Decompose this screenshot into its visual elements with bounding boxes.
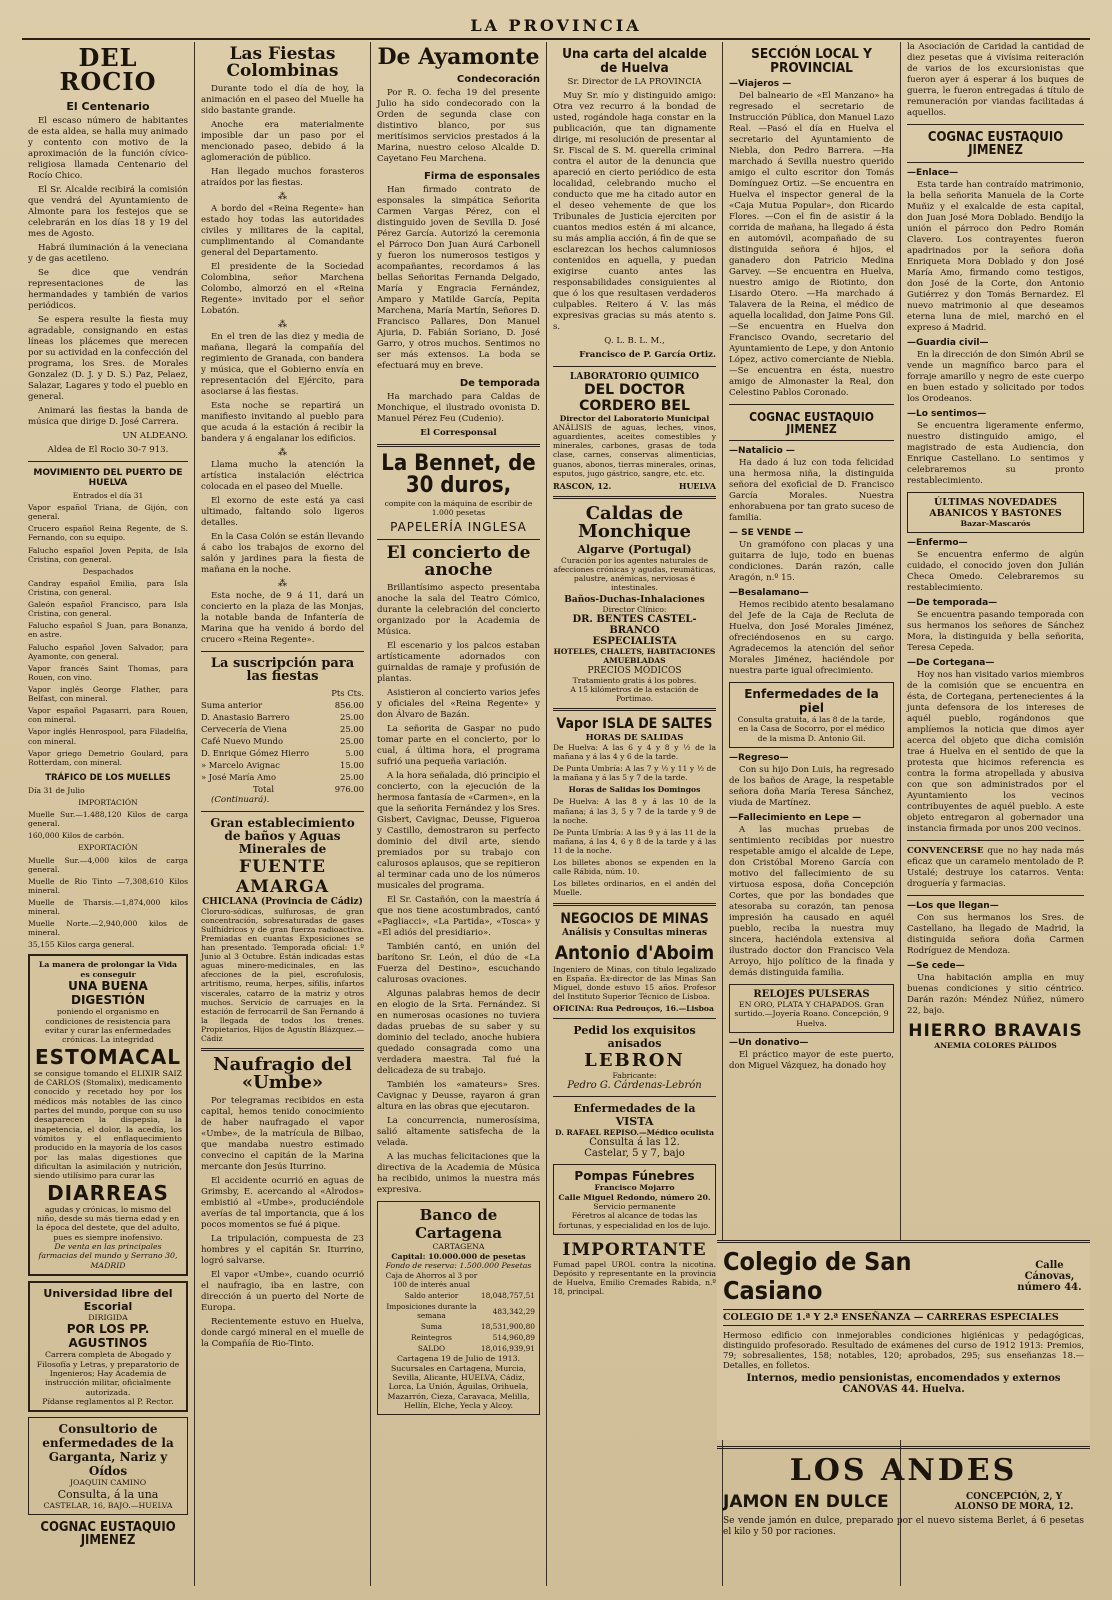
correspondent-signature: El Corresponsal xyxy=(420,428,497,438)
paragraph: La concurrencia, numerosísima, salió altamente satisfecha de la velada. xyxy=(377,1116,540,1149)
port-entry: Vapor inglés Henrospool, para Filadelfia, con mineral. xyxy=(28,727,188,746)
table-row xyxy=(201,723,364,735)
divider xyxy=(28,461,188,462)
donor-amount: 856.00 xyxy=(334,700,364,710)
ad-fuente-place: CHICLANA (Provincia de Cádiz) xyxy=(202,896,363,907)
ad-vapor-title: Vapor ISLA DE SALTES xyxy=(556,715,713,732)
ad-title: Universidad libre del Escorial xyxy=(43,1287,173,1314)
table-cell: SALDO xyxy=(417,1344,446,1354)
ad-casiano-footer: Internos, medio pensionistas, encomendados y externos xyxy=(746,1373,1061,1385)
ad-vapor-line: De Punta Umbría: A las 7 y ½ y 11 y ½ de la mañana y á las 5 y 7 de la tarde. xyxy=(553,764,716,783)
subscription-table xyxy=(201,687,364,795)
closing: Q. L. B. L. M., xyxy=(604,336,665,346)
paragraph: Se dice que vendrán representaciones de las hermandades y también de varios periódicos. xyxy=(28,268,188,311)
section-title: Condecoración xyxy=(456,74,540,85)
export-line: Muelle Sur.—4,000 kilos de carga general. xyxy=(28,855,188,874)
paragraph: A las muchas felicitaciones que la directiva de la Academia de Música ha recibido, unimos la nuestra más expresiva. xyxy=(377,1152,540,1196)
ad-pompas-name: Francisco Mojarro xyxy=(594,1183,675,1193)
port-entry: Vapor griego Demetrio Goulard, para Rotterdam, con mineral. xyxy=(28,748,188,767)
section-heading: —De Cortegana— xyxy=(907,658,995,669)
ad-vista-title: Enfermedades de la VISTA xyxy=(573,1102,696,1129)
traffic-date: Día 31 de Julio xyxy=(28,785,85,795)
paragraph: Ha marchado para Caldas de Monchique, el ilustrado ovonista D. Manuel Pérez Feu (Cudenio). xyxy=(377,392,540,424)
ad-caldas-hotels: HOTELES, CHALETS, HABITACIONES AMUEBLADAS xyxy=(553,647,716,666)
paragraph: Durante todo el día de hoy, la animación en el paseo del Muelle ha sido bastante grande. xyxy=(201,84,364,116)
ad-body: Carrera completa de Abogado y Filosofía y Letras, y preparatorio de Ingenieros; Hay Academia de instrucción militar, oficialmente autorizada. xyxy=(36,1350,180,1397)
export-line: Muelle de Tharsis.—1,874,000 kilos mineral. xyxy=(28,897,188,917)
table-row xyxy=(201,699,364,711)
article-title-del-rocio: DEL ROCIO xyxy=(59,43,157,96)
ad-pompas-body: Féretros al alcance de todas las fortunas, y especialidad en los de lujo. xyxy=(558,1211,711,1230)
article-title-umbe: Naufragio del «Umbe» xyxy=(213,1054,352,1094)
paragraph: El práctico mayor de este puerto, don Miguel Vázquez, ha donado hoy xyxy=(729,1050,894,1072)
banco-table xyxy=(382,1270,535,1354)
ad-banco-city: CARTAGENA xyxy=(432,1242,485,1252)
ad-address: CASTELAR, 16, BAJO.—HUELVA xyxy=(43,1500,173,1510)
ad-footer: Pídanse reglamentos al P. Rector. xyxy=(42,1397,174,1407)
ad-brand: DIARREAS xyxy=(47,1180,169,1205)
table-cell: 18,016,939,91 xyxy=(480,1344,535,1354)
export-line: Muelle de Rio Tinto —7,308,610 Kilos mineral. xyxy=(28,876,188,895)
ad-minas-sub: Análisis y Consultas mineras xyxy=(561,927,708,938)
ad-casiano-footer2: CANOVAS 44. Huelva. xyxy=(842,1384,965,1396)
ad-minas-title: NEGOCIOS DE MINAS xyxy=(560,910,709,927)
paragraph: Esta tarde han contraído matrimonio, la bella señorita Manuela de la Corte Muñiz y el exalcalde de esta capital, don Juan José Mora Doblado. Bendijo la unión el párroco don Pedro Román Clavero. Los contrayentes fueron apadrinados por la señora doña Enriqueta Mora Doblado y don José María Amo, firmando como testigos, don José de la Corte, don Antonio Gutiérrez y don Tomás Bernardez. El nuevo matrimonio al que deseamos eterna luna de miel, marchó en el expreso á Madrid. xyxy=(907,180,1084,333)
port-entry: Falucho español Joven Salvador, para Ayamonte, con general. xyxy=(28,642,188,661)
paragraph: Han llegado muchos forasteros atraídos por las fiestas. xyxy=(201,167,364,188)
paragraph: la Asociación de Caridad la cantidad de diez pesetas que á vivísima reiteración de varios de los excursionistas que fueron ayer á esperar á los buques de guerra, le fueron entregadas á título de remuneración por viandas facilitadas á aquellos. xyxy=(907,42,1084,118)
ad-caldas-prices: PRECIOS MÓDICOS xyxy=(587,665,682,676)
ad-casiano-title: Colegio de San Casiano xyxy=(723,1247,912,1305)
table-cell: Reintegros xyxy=(411,1333,452,1343)
paragraph: La tripulación, compuesta de 23 hombres y el capitán Sr. Iturrino, logró salvarse. xyxy=(201,1234,364,1267)
paragraph: Se espera resulte la fiesta muy agradable, consignando en estas líneas los plácemes que merecen por su actividad en la confección del programa, los Sres. de Morales Gonzalez (D. J. y D. S.) Paz, Pelaez, Salazar, Lagares y todo el pueblo en general. xyxy=(28,315,188,402)
ad-bennet-shop: PAPELERÍA INGLESA xyxy=(390,520,527,535)
paragraph: Del balneario de «El Manzano» ha regresado el secretario de Instrucción Pública, don Manuel Lazo Real. —Pasó el día en Huelva el secretario del Ayuntamiento de Niebla, don Pedro Barrera. —Ha marchado á Sevilla nuestro querido amigo el culto escritor don Tomás Domínguez Ortiz. —Se encuentra en Huelva el inspector general de la «Caja Mutua Popular», don Ricardo Flores. —Con el fin de asistir á la corrida de mañana, ha llegado á ésta en automóvil, acompañado de su distinguida señora é hijos, el ganadero don Patricio Medina Garvey. —Se encuentra en Huelva, nuestro amigo de Riotinto, don Lisardo Otero. —Ha marchado á Talavera de la Reina, el médico de aquella localidad, don Jaime Pons Gil. —Se encuentra en Huelva don Francisco Ovando, secretario del Ayuntamiento de Lepe, y don Antonio López, activo comerciante de Niebla. —Se encuentra en ésta, nuestro amigo de Almonaster la Real, don Celestino Pablos Coronado. xyxy=(729,91,894,398)
ad-hours: Consulta, á la una xyxy=(57,1487,159,1501)
masthead xyxy=(22,16,1090,40)
paragraph: Recientemente estuvo en Huelva, donde cargó mineral en el muelle de la Compañía de Rio-Tinto. xyxy=(201,1317,364,1350)
ad-lab-address: RASCON, 12. xyxy=(553,480,612,491)
paragraph: Muy Sr. mío y distinguido amigo: Otra vez recurro á la bondad de usted, rogándole haga constar en la publicación, que tan dignamente dirige, mi resolución de presentar al Sr. Fiscal de S. M. querella criminal contra el autor de la denuncia que apareció en cierto periódico de esta localidad, celebrando mucho el conducto que me ha citado autor en el deseo vehemente de que los Tribunales de Justicia ejerciten por cuantos medios estén á mi alcance, su más amplia acción, á fin de que se esclarezcan los hechos calumniosos contenidos en aquella, y puedan exigirse cuanto antes las responsabilidades consiguientes al que ó los que resultasen verdaderos culpables. Reitero á V. las más expresivas gracias su más atento s. s. xyxy=(553,91,716,332)
divider xyxy=(553,496,716,499)
paragraph: Anoche era materialmente imposible dar un paso por el mencionado paseo, debido á la aglomeración de público. xyxy=(201,120,364,163)
paragraph: El Sr. Castañón, con la maestría á que nos tiene acostumbrados, cantó «Pagliacci», «La Partida», «Tosca» y «El adiós del presidiario». xyxy=(377,895,540,939)
donor-amount: 25.00 xyxy=(340,712,364,722)
ad-consultorio xyxy=(28,1417,188,1515)
port-entry: Falucho español Joven Pepita, de Isla Cristina, con general. xyxy=(28,545,188,564)
paragraph: Con su hijo Don Luis, ha regresado de los baños de Arage, la respetable señora doña María Teresa Sánchez, viuda de Martínez. xyxy=(729,765,894,809)
ad-universidad xyxy=(28,1281,188,1412)
ad-fuente-body: Cloruro-sódicas, sulfurosas, de gran concentración, sobresaturadas de gases Sulfhídricos y de gran fuerza radioactiva. Premiadas en cuantas Exposiciones se han presentado. Temporada oficial: 1.º Junio al 3 Octubre. Están indicadas estas aguas minero-medicinales, en las afecciones de la piel, escrofulosis, artritismo, reuma, herpes, sífilis, infartos viscerales, catarro de la matriz y otros muchos. Servicio de carruajes en la estación de ferrocarril de San Fernando á la llegada de todos los trenes. Propietarios, Hijos de Agustín Blázquez.—Cádiz xyxy=(201,906,364,1044)
ad-vapor-hours: HORAS DE SALIDAS xyxy=(585,732,684,743)
ad-caldas-distance: A 15 kilómetros de la estación de Portimao. xyxy=(570,684,699,703)
import-line: 160,000 Kilos de carbón. xyxy=(28,831,125,841)
paragraph: Con sus hermanos los Sres. de Castellano, ha llegado de Madrid, la distinguida señora doña Carmen Rodríguez de Mendoza. xyxy=(907,913,1084,957)
ad-caldas-body: Curación por los agentes naturales de afecciones crónicas y agudas, reumáticas, palustre, anémicas, nerviosas é intestinales. xyxy=(553,555,716,593)
table-row xyxy=(382,1301,535,1321)
separator-asterisks: ⁂ xyxy=(278,448,287,458)
ad-estomacal xyxy=(28,954,188,1276)
paragraph: Asistieron al concierto varios jefes y oficiales del «Reina Regente» y don Álvaro de Bazán. xyxy=(377,688,540,721)
donor-name: Café Nuevo Mundo xyxy=(201,736,283,746)
donor-amount: 25.00 xyxy=(340,772,364,782)
ad-caldas-services: Baños-Duchas-Inhalaciones xyxy=(564,595,705,606)
article-title-carta: Una carta del alcalde de Huelva xyxy=(562,46,707,76)
donor-amount: 25.00 xyxy=(340,724,364,734)
port-entry: Vapor español Pagasarri, para Rouen, con mineral. xyxy=(28,706,188,725)
paragraph: Han firmado contrato de esponsales la simpática Señorita Carmen Vargas Pérez, con el distinguido joven de Sevilla D. José Pérez García. Autorizó la ceremonia el Párroco Don Juan Aurá Carbonell y fueron los numerosos testigos y acompañantes, recordamos á las bellas Señoritas Fernanda Delgado, María y Engracia Fernández, Amparo y Matilde García, Pepita Marchena, María Martín, Señores D. Francisco Pallares, Don Manuel Ajuria, D. Fabián Soriano, D. José Garro, y otros muchos. Sentimos no ser más extensos. La boda se efectuará muy en breve. xyxy=(377,185,540,371)
paragraph: Hemos recibido atento besalamano del Jefe de la Caja de Recluta de Huelva, don José Morales Jiménez, ofreciéndosenos en su cargo. Agradecemos la atención del señor Morales Jiménez, haciéndole por nuestra parte igual ofrecimiento. xyxy=(729,600,894,676)
ad-lab-title: LABORATORIO QUIMICO xyxy=(569,372,700,382)
ad-fuente-title: Gran establecimiento de baños y Aguas Minerales de xyxy=(210,816,355,857)
ad-relojes-body: EN ORO, PLATA Y CHAPADOS. Gran surtido.—Joyería Roano. Concepción, 9 Huelva. xyxy=(734,1000,889,1028)
ad-caldas-place: Algarve (Portugal) xyxy=(577,542,692,556)
ad-brand: ESTOMACAL xyxy=(35,1044,181,1069)
paragraph: El exorno de este está ya casi ultimado, faltando solo ligeros detalles. xyxy=(201,496,364,528)
port-entry: Vapor inglés George Flather, para Belfast, con mineral. xyxy=(28,684,188,704)
divider xyxy=(729,440,894,441)
ad-line: DIRIGIDA xyxy=(88,1313,128,1323)
ad-banco-reserve: Fondo de reserva: 1.500.000 Pesetas xyxy=(385,1260,532,1270)
section-heading: —Los que llegan— xyxy=(907,901,999,912)
column-3 xyxy=(371,42,547,1586)
ad-pompas-address: Calle Miguel Redondo, número 20. xyxy=(558,1192,711,1202)
ad-caldas-specialist: ESPECIALISTA xyxy=(592,636,677,648)
port-entry: Candray español Emilia, para Isla Cristina, con general. xyxy=(28,578,188,597)
ad-andes-sub: JAMON EN DULCE xyxy=(723,1492,889,1512)
letter-signature: Francisco de P. García Ortiz. xyxy=(579,350,716,360)
ad-colegio-san-casiano xyxy=(717,1240,1090,1440)
section-heading: —Enfermo— xyxy=(907,538,968,549)
section-heading: —Besalamano— xyxy=(729,588,809,598)
divider xyxy=(553,1018,716,1019)
ad-piel xyxy=(729,682,894,748)
divider xyxy=(907,162,1084,163)
ad-abanicos xyxy=(907,492,1084,533)
wide-spacer xyxy=(717,1228,1090,1236)
table-header: Pts Cts. xyxy=(331,688,364,698)
ad-andes-body: Se vende jamón en dulce, preparado por el nuevo sistema Berlet, á 6 pesetas el kilo y 50 por raciones. xyxy=(723,1516,1084,1537)
ad-line: POR LOS PP. AGUSTINOS xyxy=(66,1322,150,1351)
continued-note: (Continuará). xyxy=(211,795,270,805)
subscription-title: La suscripción para las fiestas xyxy=(210,656,355,684)
section-local-title: SECCIÓN LOCAL Y PROVINCIAL xyxy=(751,46,872,76)
ad-abanicos-shop: Bazar-Mascarós xyxy=(960,519,1031,528)
table-row xyxy=(382,1343,535,1354)
ad-body: poniendo el organismo en condiciones de resistencia para evitar y curar las enfermedades crónicas. La integridad xyxy=(44,1007,172,1045)
paragraph: Hoy nos han visitado varios miembros de la comisión que se encuentra en ésta, de Cortegana, pertenecientes á la junta defensora de los intereses de aquél pueblo, rogándonos que amplíemos la noticia que dimos ayer acerca del objeto que dicha comisión trae á Huelva en el sentido de que la protesta que hicimos referencia es contra la forma atropellada y abusiva con que son administrados por el Ayuntamiento los vecinos contribuyentes de aquél pueblo. A este objeto entregaron al gobernador una instancia firmada por unos 200 vecinos. xyxy=(907,670,1084,835)
export-line: 35,155 Kilos carga general. xyxy=(28,940,135,950)
masthead-title: LA PROVINCIA xyxy=(470,16,642,35)
table-row xyxy=(382,1290,535,1301)
paragraph: Algunas palabras hemos de decir en elogio de la Srta. Fernández. Si en numerosas ocasiones no tuviera dadas pruebas de su saber y su dominio del teclado, anoche hubiera quedado consagrada como una verdadera maestra. Tal fué la delicadeza de su trabajo. xyxy=(377,989,540,1077)
ad-vapor-line: Los billetes abonos se expenden en la calle Rábida, núm. 10. xyxy=(553,858,716,877)
ad-cognac: COGNAC EUSTAQUIO JIMENEZ xyxy=(927,130,1064,158)
section-heading: —Un donativo— xyxy=(729,1038,809,1049)
ad-abanicos-title: ÚLTIMAS NOVEDADES ABANICOS Y BASTONES xyxy=(929,497,1062,519)
ad-los-andes xyxy=(717,1446,1090,1586)
ad-convencerse-body: que no hay nada más eficaz que un caramelo mentolado de P. Ustalé; destruye los catarros. Venta: droguería y farmacias. xyxy=(907,846,1084,890)
divider xyxy=(377,444,540,447)
donor-name: » José María Amo xyxy=(201,772,277,782)
paragraph: El vapor «Umbe», cuando ocurrió el naufragio, iba en lastre, con dirección á un puerto del Norte de Europa. xyxy=(201,1270,364,1314)
table-row xyxy=(201,735,364,747)
table-row xyxy=(201,759,364,771)
ad-banco-title: Banco de Cartagena xyxy=(415,1206,502,1243)
table-cell: Caja de Ahorros al 3 por 100 de interés anual xyxy=(385,1271,478,1290)
ad-lebron-maker: Fabricante: xyxy=(612,1071,657,1081)
donor-amount: 15.00 xyxy=(340,760,364,770)
ad-lab-body: ANÁLISIS de aguas, leches, vinos, aguardientes, aceites comestibles y minerales, carbones, grasas de toda clase, carnes, conservas alimenticias, guanos, abonos, tierras minerales, orinas, esputos, jugo gástrico, sangre, etc. etc. xyxy=(553,423,716,478)
ad-lab-role: Director del Laboratorio Municipal xyxy=(559,414,710,423)
table-cell xyxy=(481,1270,535,1290)
divider xyxy=(907,895,1084,896)
ad-banco-date: Cartagena 19 de Julio de 1913. xyxy=(396,1354,521,1364)
ad-relojes xyxy=(729,984,894,1033)
paragraph: Animará las fiestas la banda de música que dirige D. José Carrera. xyxy=(28,406,188,427)
paragraph: Por telegramas recibidos en esta capital, hemos tenido conocimiento de haber naufragado el vapor «Umbe», de la matrícula de Bilbao, que mandaba nuestro estimado convecino el capitán de la Marina mercante don Jesús Iturrino. xyxy=(201,1096,364,1173)
divider xyxy=(201,811,364,812)
ad-lebron-pre: Pedid los exquisitos anisados xyxy=(573,1024,696,1051)
paragraph: También los «amateurs» Sres. Cavignac y Deusse, rayaron á gran altura en las obras que ejecutaron. xyxy=(377,1080,540,1113)
paragraph: La señorita de Gaspar no pudo tomar parte en el concierto, por lo cual, á última hora, el programa sufrió una pequeña variación. xyxy=(377,724,540,768)
ad-andes-title: LOS ANDES xyxy=(789,1453,1018,1488)
ad-pompas-permanent: Servicio permanente xyxy=(593,1201,676,1211)
paragraph: El escenario y los palcos estaban artísticamente adornados con guirnaldas de ramaje y profusión de plantas. xyxy=(377,641,540,685)
paragraph: A bordo del «Reina Regente» han estado hoy todas las autoridades civiles y militares de la capital, cumplimentando al Comandante general del Departamento. xyxy=(201,204,364,258)
divider xyxy=(201,1048,364,1051)
divider xyxy=(553,1096,716,1097)
salutation: Sr. Director de LA PROVINCIA xyxy=(567,77,702,87)
article-title-ayamonte: De Ayamonte xyxy=(377,44,540,70)
ad-vapor-line: De Huelva: A las 6 y 4 y 8 y ½ de la mañana y á las 4 y 6 de la tarde. xyxy=(553,742,716,761)
ad-caldas-director: Director Clínico: xyxy=(602,605,667,615)
port-subtitle: Despachados xyxy=(82,566,134,576)
donor-amount: 25.00 xyxy=(340,736,364,746)
divider xyxy=(553,366,716,367)
ad-pompas-title: Pompas Fúnebres xyxy=(574,1169,695,1184)
divider xyxy=(907,840,1084,841)
separator-asterisks: ⁂ xyxy=(278,192,287,202)
ad-lebron-maker-name: Pedro G. Cárdenas-Lebrón xyxy=(567,1080,702,1092)
ad-footer: De venta en las principales farmacias del mundo y Serrano 30, MADRID xyxy=(38,1242,178,1270)
ad-bennet-body: compite con la máquina de escribir de 1.000 pesetas xyxy=(384,499,533,518)
table-row xyxy=(201,687,364,699)
port-title: MOVIMIENTO DEL PUERTO DE HUELVA xyxy=(33,468,183,488)
ad-banco-capital: Capital: 10.000.000 de pesetas xyxy=(391,1251,526,1261)
section-heading: —Guardia civil— xyxy=(907,338,989,348)
ad-caldas-free: Tratamiento gratis á los pobres. xyxy=(572,675,697,685)
paragraph: El escaso número de habitantes de esta aldea, se halla muy animado y contento con motivo de la aproximación de la función cívico-religiosa llamada Centenario del Rocío Chico. xyxy=(28,116,188,181)
paragraph: Ha dado á luz con toda felicidad una hermosa niña, la distinguida señora del exoficial de D. Francisco García Morales. Nuestra enhorabuena por tan grato suceso de familia. xyxy=(729,458,894,523)
ad-lab-name: DEL DOCTOR CORDERO BEL xyxy=(579,382,690,414)
ad-casiano-body: Hermoso edificio con inmejorables condiciones higiénicas y pedagógicas, distinguido profesorado. Resultado de exámenes del curso de 1912 1913: Premios, 79; sobresalientes, 158; notables, 120; aprobados, 295; sus enseñanzas 18.—Detalles, en folletos. xyxy=(723,1330,1084,1371)
ad-banco xyxy=(377,1201,540,1415)
donor-name: Cervecería de Viena xyxy=(201,724,287,734)
port-entry: Crucero español Reina Regente, de S. Fernando, con su equipo. xyxy=(28,524,188,543)
paragraph xyxy=(907,846,1084,890)
paragraph: Esta noche se repartirá un manifiesto invitando al pueblo para que acuda á la estación á recibir la bandera y á engalanar los edificios. xyxy=(201,401,364,444)
ad-fuente-name: FUENTE AMARGA xyxy=(235,856,330,897)
section-heading: —Natalicio — xyxy=(729,446,795,456)
port-entry: Galeón español Francisco, para Isla Cristina, con general. xyxy=(28,600,188,619)
ad-lab-city: HUELVA xyxy=(678,480,716,491)
paragraph: También cantó, en unión del barítono Sr. León, el dúo de «La Fuerza del Destino», escuchando calurosas ovaciones. xyxy=(377,942,540,986)
section-title: De temporada xyxy=(459,378,540,389)
divider xyxy=(377,539,540,540)
paragraph: Brillantísimo aspecto presentaba anoche la sala del Teatro Cómico, durante la celebración del concierto organizado por la Academia de Música. xyxy=(377,583,540,638)
paragraph: A la hora señalada, dió principio el concierto, con la ejecución de la hermosa fantasía de «Carmen», en la que la señorita Fernández y los Sres. Gisbert, Cavignac, Deusse, Figueroa y Castillo, demostraron su perfecto dominio del divil arte, siendo premiados por su trabajo con calurosos aplausos, que se repitieron al terminar cada uno de los números musicales del programa. xyxy=(377,771,540,892)
ad-cognac: COGNAC EUSTAQUIO JIMENEZ xyxy=(749,410,874,436)
ad-casiano-levels: COLEGIO DE 1.ª Y 2.ª ENSEÑANZA — CARRERAS ESPECIALES xyxy=(723,1309,1084,1326)
port-entry: Vapor español Triana, de Gijón, con general. xyxy=(28,503,188,522)
ad-doctor: JOAQUIN CAMINO xyxy=(69,1478,147,1488)
ad-convencerse-title: CONVENCERSE xyxy=(907,846,984,857)
ad-vapor-line: Los billetes ordinarios, en el andén del Muelle. xyxy=(553,879,716,898)
table-cell: Suma xyxy=(420,1322,443,1332)
paragraph: Un gramófono con placas y una guitarra de lujo, todo en buenas condiciones. Darán razón, calle Aragón, n.º 15. xyxy=(729,540,894,583)
donor-name: D. Enrique Gómez Hierro xyxy=(201,748,309,758)
table-cell: 18,048,757,51 xyxy=(480,1291,535,1301)
section-title: Firma de esponsales xyxy=(423,171,540,182)
donor-name: D. Anastasio Barrero xyxy=(201,712,290,722)
section-heading: —Enlace— xyxy=(907,168,959,178)
paragraph: Se encuentra pasando temporada con sus hermanos los señores de Sánchez Mora, la distinguida y bella señorita, Teresa Cepeda. xyxy=(907,610,1084,654)
divider xyxy=(907,124,1084,125)
ad-title: Consultorio de enfermedades de la Garganta, Nariz y Oídos xyxy=(42,1422,174,1479)
ad-minas-office: OFICINA: Rua Pedrouços, 16.—Lisboa xyxy=(553,1003,714,1013)
ad-pompas xyxy=(553,1164,716,1235)
ad-body: se consigue tomando el ELIXIR SAIZ de CARLOS (Stomalix), medicamento conocido y recetado hoy por los médicos más notables de las cinco partes del mundo, porque con su uso desaparecen la dispepsia, la inapetencia, el dolor, la acedía, los vómitos y el enflaquecimiento producido en la mayoría de los casos por las malas digestiones que dificultan la asimilación y nutrición, siendo utilísimo para curar las xyxy=(34,1068,182,1181)
ad-caldas-title: Caldas de Monchique xyxy=(577,502,692,542)
section-heading: —Lo sentimos— xyxy=(907,409,987,419)
paragraph: En el tren de las diez y media de mañana, llegará la compañía del regimiento de Granada, con bandera y música, que el Gobierno envía en representación del Ejército, para asociarse á las fiestas. xyxy=(201,332,364,397)
table-cell: Imposiciones durante la semana xyxy=(386,1302,477,1321)
ad-body: agudas y crónicas, lo mismo del niño, desde su más tierna edad y en la época del destete, que del adulto, pues es siempre inofensivo. xyxy=(36,1204,180,1242)
donor-amount: 5.00 xyxy=(345,748,364,758)
export-title: EXPORTACIÓN xyxy=(78,843,138,853)
table-row xyxy=(201,783,364,795)
port-subtitle: Entrados el día 31 xyxy=(72,491,144,500)
ad-vista-doctor: D. RAFAEL REPISO.—Médico oculista xyxy=(554,1128,715,1138)
section-heading: —Regreso— xyxy=(729,753,789,764)
article-title-fiestas: Las Fiestas Colombinas xyxy=(226,44,339,81)
export-line: Muelle Norte.—2,940,000 kilos de mineral. xyxy=(28,919,188,938)
paragraph: En la dirección de don Simón Abril se vende un magnífico barco para el forraje amarillo y negro de este cuerpo en buen estado y solicitado por todos los Orodeanos. xyxy=(907,350,1084,404)
ad-caldas-doctor: DR. BENTES CASTEL-BRANCO xyxy=(572,614,697,637)
ad-importante-body: Fumad papel UROL contra la nicotina. Depósito y representante en la provincia de Huelva, Emilio Cremades Rabida, n.º 18, principal. xyxy=(553,1259,716,1297)
ad-vista-address: Castelar, 5 y 7, bajo xyxy=(584,1148,685,1160)
ad-vista-hours: Consulta á las 12. xyxy=(589,1137,680,1149)
donor-name: Suma anterior xyxy=(201,700,263,710)
divider xyxy=(553,903,716,906)
paragraph: En la Casa Colón se están llevando á cabo los trabajos de exorno del salón y jardines para la fiesta de mañana en la noche. xyxy=(201,532,364,575)
dateline: Aldea de El Rocio 30-7 913. xyxy=(47,445,169,455)
total-amount: 976.00 xyxy=(334,784,364,794)
section-heading: — SE VENDE — xyxy=(729,528,804,538)
table-cell: 483,342,29 xyxy=(492,1306,535,1316)
ad-cognac: COGNAC EUSTAQUIO JIMENEZ xyxy=(40,1520,176,1549)
paragraph: Esta noche, de 9 á 11, dará un concierto en la plaza de las Monjas, la notable banda de Infantería de Marina que ha venido á bordo del crucero «Reina Regente». xyxy=(201,591,364,645)
import-line: Muelle Sur.—1.488,120 Kilos de carga general. xyxy=(28,810,188,829)
paragraph: El accidente ocurrió en aguas de Grimsby, E. acercando al «Alrodos» embistió al «Umbe», produciéndole averías de tal importancia, que á los pocos momentos se fué á pique. xyxy=(201,1176,364,1231)
ad-hierro-sub: ANEMIA COLORES PÁLIDOS xyxy=(934,1041,1057,1051)
ad-vapor-line: De Huelva: A las 8 y á las 10 de la mañana; á las 3, 5 y 7 de la tarde y 9 de la noche. xyxy=(553,797,716,825)
column-2 xyxy=(195,42,371,1586)
divider xyxy=(201,651,364,652)
separator-asterisks: ⁂ xyxy=(278,579,287,589)
import-title: IMPORTACIÓN xyxy=(78,797,138,807)
ad-lab-footer xyxy=(553,481,716,491)
ad-casiano-address: Calle Cánovas, número 44. xyxy=(1017,1259,1082,1293)
ad-headline: UNA BUENA DIGESTIÓN xyxy=(68,979,148,1008)
traffic-title: TRÁFICO DE LOS MUELLES xyxy=(45,772,171,783)
section-heading: —De temporada— xyxy=(907,598,998,609)
ad-vapor-line: Horas de Salidas los Domingos xyxy=(568,785,701,795)
ad-bennet-title: La Bennet, de 30 duros, xyxy=(381,451,536,498)
ad-importante-title: IMPORTANTE xyxy=(562,1239,707,1260)
ad-minas-name: Antonio d'Aboim xyxy=(554,941,715,964)
paragraph: Una habitación amplia en muy buenas condiciones y sitio céntrico. Darán razón: Méndez Núñez, número 22, bajo. xyxy=(907,973,1084,1017)
ad-andes-address: CONCEPCIÓN, 2, Y ALONSO DE MORA, 12. xyxy=(954,1492,1074,1512)
paragraph: Se encuentra ligeramente enfermo, nuestro distinguido amigo, el magistrado de esta Audiencia, don Enrique Castellano. Lo sentimos y celebraremos su pronto restablecimiento. xyxy=(907,421,1084,486)
table-row xyxy=(201,711,364,723)
table-row xyxy=(382,1270,535,1290)
ad-vapor-line: De Punta Umbría: A las 9 y á las 11 de la mañana, á las 4, 6 y 8 de la tarde y á las 11 de la noche. xyxy=(553,827,716,855)
separator-asterisks: ⁂ xyxy=(278,320,287,330)
table-cell: 18,531,900,80 xyxy=(480,1322,535,1332)
port-entry: Vapor francés Saint Thomas, para Rouen, con vino. xyxy=(28,663,188,682)
paragraph: Por R. O. fecha 19 del presente Julio ha sido condecorado con la Orden de segunda clase con distintivo blanco, por sus meritísimos servicios prestados á la Marina, nuestro celoso Alcalde D. Cayetano Feu Marchena. xyxy=(377,88,540,164)
section-heading: —Se cede— xyxy=(907,961,965,972)
table-row xyxy=(201,771,364,783)
article-subtitle: El Centenario xyxy=(66,100,150,113)
ad-piel-title: Enfermedades de la piel xyxy=(744,687,879,715)
ad-hierro: HIERRO BRAVAIS xyxy=(908,1021,1083,1042)
ad-banco-branches: Sucursales en Cartagena, Murcia, Sevilla, Alicante, HUELVA, Cádiz, Lorca, La Unión, Águilas, Orihuela, Mazarrón, Cieza, Caravaca, Melilla, Hellín, Elche, Yecla y Alcoy. xyxy=(387,1363,530,1410)
article-title-concierto: El concierto de anoche xyxy=(386,543,531,581)
total-label: Total xyxy=(253,784,275,794)
table-cell: Saldo anterior xyxy=(404,1291,459,1301)
column-1 xyxy=(22,42,195,1586)
paragraph: Habrá iluminación á la veneciana y de gas acetileno. xyxy=(28,243,188,264)
ad-minas-body: Ingeniero de Minas, con título legalizado en España. Ex-director de las Minas San Miguel, donde estuvo 15 años. Profesor del Instituto Superior Técnico de Lisboa. xyxy=(553,964,716,1001)
donor-name: » Marcelo Avignac xyxy=(201,760,280,770)
ad-tagline: La manera de prolongar la Vida es conseguir xyxy=(38,960,178,979)
table-row xyxy=(201,747,364,759)
paragraph: El presidente de la Sociedad Colombina, señor Marchena Colombo, almorzó en el «Reina Regente» invitado por el señor Lobatón. xyxy=(201,262,364,316)
divider xyxy=(553,708,716,711)
section-heading: —Viajeros — xyxy=(729,79,792,89)
table-row xyxy=(382,1332,535,1343)
table-row xyxy=(382,1321,535,1332)
section-heading: —Fallecimiento en Lepe — xyxy=(729,813,862,824)
column-4 xyxy=(547,42,723,1586)
ad-piel-body: Consulta gratuita, á las 8 de la tarde, en la Casa de Socorro, por el médico de la misma D. Antonio Gil. xyxy=(737,715,886,743)
paragraph: A las muchas pruebas de sentimiento recibidas por nuestro respetable amigo el alcalde de Lepe, don Cristóbal Moreno García con motivo del fallecimiento de su virtuosa esposa, doña Concepción Cortes, que por las bondades que atesoraba su corazón, tan penosa impresión ha causado en aquél pueblo, reciba la nuestra muy sincera, haciéndola extensiva al ilustrado doctor don Francisco Vela Arroyo, hijo político de la finada y demás distinguida familia. xyxy=(729,825,894,979)
signature: UN ALDEANO. xyxy=(122,431,188,441)
paragraph: Se encuentra enfermo de algún cuidado, el conocido joven don Julián Checa Omedo. Celebraremos su restablecimiento. xyxy=(907,550,1084,594)
paragraph: Llama mucho la atención la artística instalación eléctrica colocada en el paseo del Muelle. xyxy=(201,460,364,492)
ad-relojes-title: RELOJES PULSERAS xyxy=(753,989,870,1001)
port-entry: Falucho español S Juan, para Bonanza, en astre. xyxy=(28,621,188,640)
ad-lebron-name: LEBRON xyxy=(584,1050,685,1072)
divider xyxy=(729,404,894,405)
table-cell: 514,960,89 xyxy=(492,1333,535,1343)
paragraph: El Sr. Alcalde recibirá la comisión que vendrá del Ayuntamiento de Almonte para los festejos que se celebrarán en los días 18 y 19 del mes de Agosto. xyxy=(28,185,188,239)
